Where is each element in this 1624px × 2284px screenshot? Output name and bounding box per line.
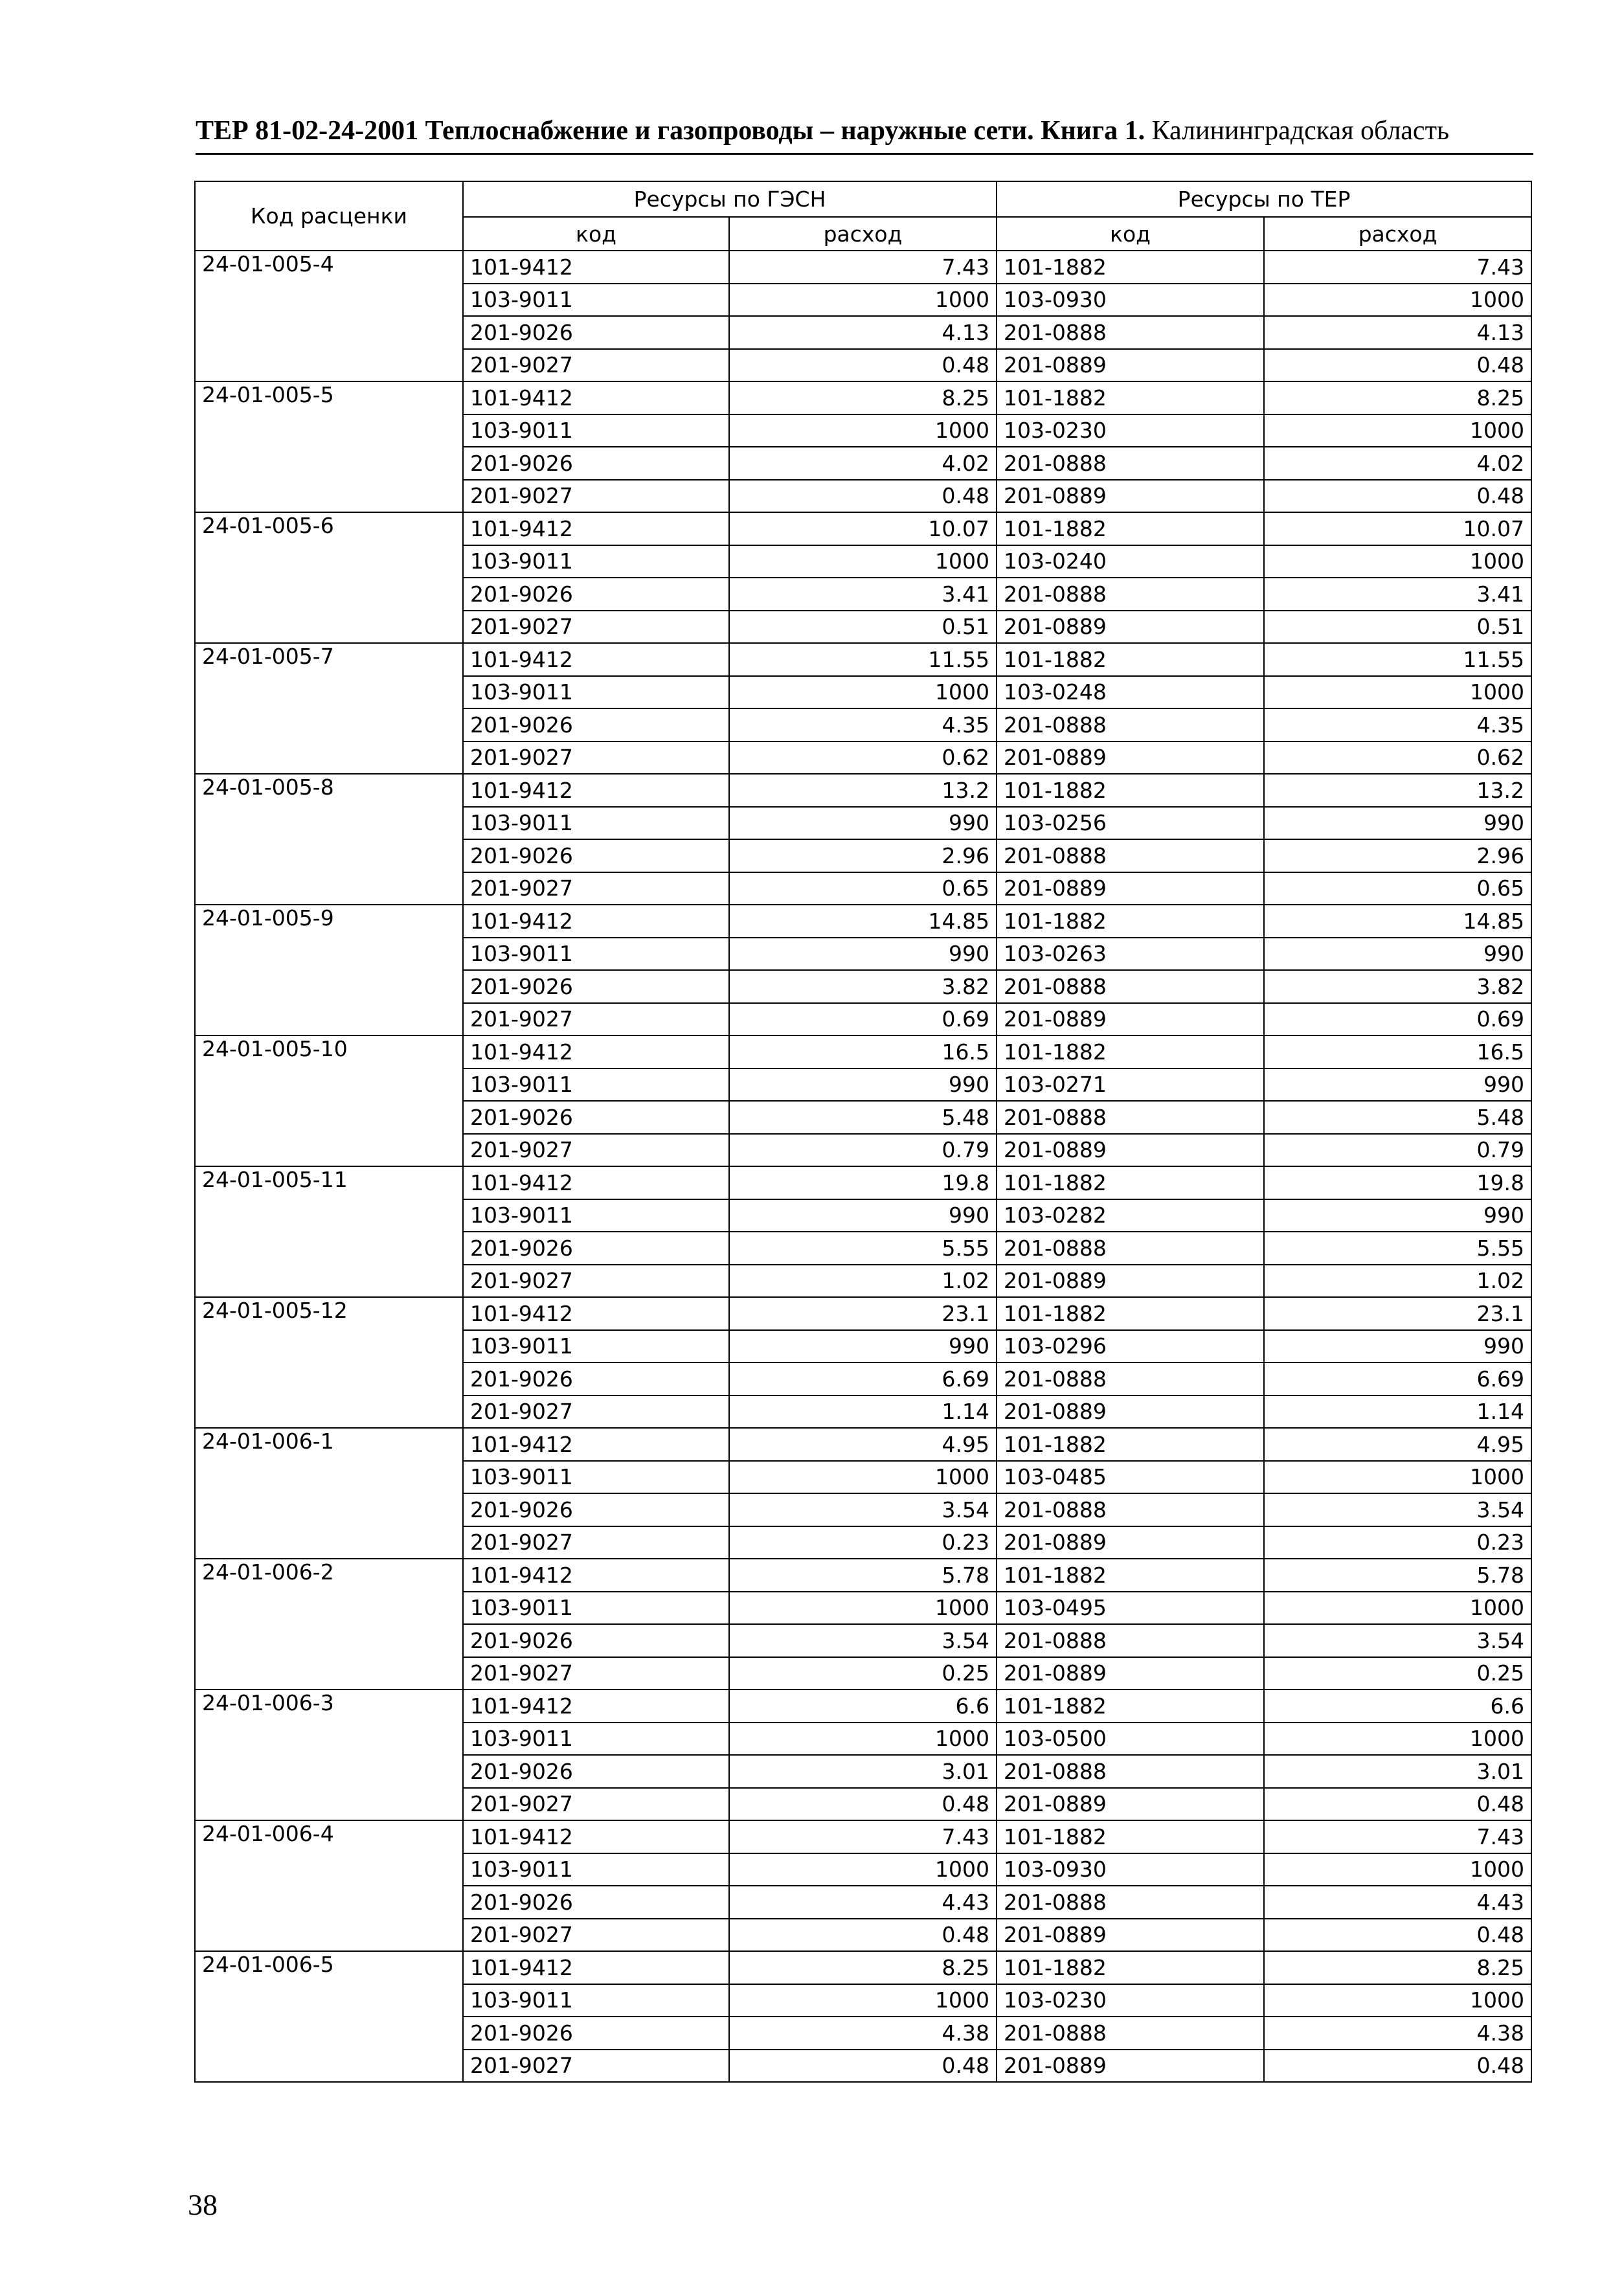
gesn-qty-cell: 1000 (729, 545, 997, 578)
ter-code-cell: 201-0889 (997, 1134, 1264, 1167)
gesn-qty-cell: 990 (729, 938, 997, 971)
gesn-qty-cell: 4.35 (729, 708, 997, 741)
ter-code-cell: 103-0485 (997, 1461, 1264, 1494)
table-row (195, 905, 1531, 938)
gesn-code-cell: 201-9027 (463, 1265, 729, 1298)
table-row (195, 1166, 1531, 1199)
gesn-code-cell: 201-9027 (463, 1788, 729, 1821)
ter-code-cell: 101-1882 (997, 512, 1264, 545)
gesn-code-cell: 103-9011 (463, 807, 729, 840)
ter-code-cell: 103-0930 (997, 284, 1264, 317)
ter-qty-cell: 990 (1264, 938, 1531, 971)
rate-code-cell: 24-01-005-11 (195, 1166, 463, 1297)
ter-code-cell: 103-0248 (997, 676, 1264, 709)
ter-qty-cell: 6.69 (1264, 1362, 1531, 1396)
rate-code-cell: 24-01-006-5 (195, 1951, 463, 2082)
gesn-code-cell: 101-9412 (463, 1166, 729, 1199)
gesn-code-cell: 101-9412 (463, 381, 729, 414)
ter-code-cell: 201-0889 (997, 480, 1264, 513)
gesn-qty-cell: 3.54 (729, 1624, 997, 1657)
ter-code-cell: 201-0889 (997, 1919, 1264, 1952)
ter-qty-cell: 3.54 (1264, 1493, 1531, 1526)
ter-qty-cell: 4.95 (1264, 1428, 1531, 1461)
ter-qty-cell: 3.01 (1264, 1755, 1531, 1788)
col-header-ter-code: код (997, 217, 1264, 251)
ter-code-cell: 101-1882 (997, 1951, 1264, 1984)
ter-code-cell: 201-0888 (997, 1886, 1264, 1919)
gesn-qty-cell: 3.54 (729, 1493, 997, 1526)
gesn-code-cell: 101-9412 (463, 1951, 729, 1984)
gesn-qty-cell: 0.25 (729, 1657, 997, 1690)
ter-code-cell: 101-1882 (997, 1035, 1264, 1069)
table-row (195, 1559, 1531, 1592)
ter-code-cell: 201-0888 (997, 1624, 1264, 1657)
table-row (195, 512, 1531, 545)
ter-code-cell: 101-1882 (997, 251, 1264, 284)
ter-qty-cell: 8.25 (1264, 381, 1531, 414)
gesn-code-cell: 201-9026 (463, 1232, 729, 1265)
ter-code-cell: 101-1882 (997, 1166, 1264, 1199)
gesn-code-cell: 103-9011 (463, 284, 729, 317)
ter-qty-cell: 0.48 (1264, 1788, 1531, 1821)
gesn-qty-cell: 1000 (729, 1461, 997, 1494)
gesn-code-cell: 101-9412 (463, 1035, 729, 1069)
gesn-qty-cell: 5.78 (729, 1559, 997, 1592)
table-row (195, 1428, 1531, 1461)
gesn-code-cell: 101-9412 (463, 774, 729, 807)
gesn-qty-cell: 0.65 (729, 872, 997, 905)
ter-qty-cell: 990 (1264, 1069, 1531, 1102)
ter-code-cell: 201-0889 (997, 1003, 1264, 1036)
gesn-qty-cell: 6.69 (729, 1362, 997, 1396)
ter-code-cell: 201-0888 (997, 1362, 1264, 1396)
gesn-code-cell: 201-9026 (463, 1493, 729, 1526)
ter-code-cell: 103-0495 (997, 1592, 1264, 1625)
gesn-qty-cell: 1.14 (729, 1396, 997, 1429)
gesn-code-cell: 201-9026 (463, 970, 729, 1003)
ter-code-cell: 201-0888 (997, 2017, 1264, 2050)
ter-qty-cell: 5.55 (1264, 1232, 1531, 1265)
ter-code-cell: 103-0930 (997, 1853, 1264, 1886)
gesn-qty-cell: 0.48 (729, 1788, 997, 1821)
gesn-code-cell: 103-9011 (463, 1984, 729, 2017)
gesn-qty-cell: 14.85 (729, 905, 997, 938)
ter-code-cell: 103-0296 (997, 1330, 1264, 1363)
rate-code-cell: 24-01-005-10 (195, 1035, 463, 1166)
ter-qty-cell: 5.78 (1264, 1559, 1531, 1592)
gesn-qty-cell: 4.02 (729, 447, 997, 480)
gesn-code-cell: 201-9027 (463, 2050, 729, 2083)
ter-qty-cell: 1000 (1264, 1984, 1531, 2017)
gesn-qty-cell: 0.23 (729, 1526, 997, 1559)
ter-qty-cell: 2.96 (1264, 839, 1531, 872)
table-row (195, 643, 1531, 676)
page-header (196, 114, 1533, 155)
ter-code-cell: 201-0888 (997, 1101, 1264, 1134)
ter-code-cell: 103-0271 (997, 1069, 1264, 1102)
rate-code-cell: 24-01-005-5 (195, 381, 463, 512)
rate-code-cell: 24-01-006-4 (195, 1820, 463, 1951)
ter-qty-cell: 7.43 (1264, 251, 1531, 284)
gesn-qty-cell: 1000 (729, 676, 997, 709)
gesn-qty-cell: 990 (729, 1330, 997, 1363)
gesn-qty-cell: 1000 (729, 284, 997, 317)
gesn-code-cell: 103-9011 (463, 1330, 729, 1363)
gesn-code-cell: 201-9027 (463, 1003, 729, 1036)
ter-qty-cell: 0.62 (1264, 741, 1531, 775)
table-row (195, 1690, 1531, 1723)
gesn-code-cell: 103-9011 (463, 1199, 729, 1232)
ter-qty-cell: 19.8 (1264, 1166, 1531, 1199)
gesn-qty-cell: 4.38 (729, 2017, 997, 2050)
gesn-qty-cell: 1000 (729, 1592, 997, 1625)
ter-qty-cell: 0.79 (1264, 1134, 1531, 1167)
ter-code-cell: 201-0888 (997, 447, 1264, 480)
gesn-code-cell: 201-9026 (463, 1101, 729, 1134)
gesn-qty-cell: 990 (729, 1069, 997, 1102)
rate-code-cell: 24-01-005-6 (195, 512, 463, 643)
ter-code-cell: 201-0888 (997, 1755, 1264, 1788)
ter-qty-cell: 4.43 (1264, 1886, 1531, 1919)
gesn-code-cell: 201-9026 (463, 1886, 729, 1919)
table-row (195, 381, 1531, 414)
gesn-qty-cell: 6.6 (729, 1690, 997, 1723)
ter-qty-cell: 7.43 (1264, 1820, 1531, 1853)
ter-qty-cell: 6.6 (1264, 1690, 1531, 1723)
ter-qty-cell: 3.82 (1264, 970, 1531, 1003)
ter-qty-cell: 1000 (1264, 1592, 1531, 1625)
gesn-qty-cell: 11.55 (729, 643, 997, 676)
gesn-code-cell: 101-9412 (463, 905, 729, 938)
table-row (195, 1820, 1531, 1853)
ter-code-cell: 101-1882 (997, 905, 1264, 938)
ter-code-cell: 103-0230 (997, 414, 1264, 447)
gesn-code-cell: 201-9026 (463, 2017, 729, 2050)
region-name: Калининградская область (1151, 116, 1450, 146)
gesn-code-cell: 101-9412 (463, 1297, 729, 1330)
rate-code-cell: 24-01-005-8 (195, 774, 463, 905)
ter-code-cell: 201-0889 (997, 1396, 1264, 1429)
gesn-qty-cell: 0.79 (729, 1134, 997, 1167)
gesn-code-cell: 103-9011 (463, 414, 729, 447)
ter-qty-cell: 0.25 (1264, 1657, 1531, 1690)
ter-qty-cell: 1000 (1264, 284, 1531, 317)
gesn-code-cell: 201-9027 (463, 1134, 729, 1167)
gesn-qty-cell: 2.96 (729, 839, 997, 872)
document-title: ТЕР 81-02-24-2001 Теплоснабжение и газопроводы – наружные сети. Книга 1. (196, 116, 1145, 146)
gesn-qty-cell: 3.41 (729, 578, 997, 611)
col-header-gesn-code: код (463, 217, 729, 251)
gesn-code-cell: 201-9027 (463, 611, 729, 644)
gesn-qty-cell: 0.62 (729, 741, 997, 775)
gesn-code-cell: 201-9026 (463, 708, 729, 741)
gesn-code-cell: 101-9412 (463, 512, 729, 545)
gesn-qty-cell: 8.25 (729, 381, 997, 414)
ter-code-cell: 201-0889 (997, 2050, 1264, 2083)
ter-code-cell: 101-1882 (997, 381, 1264, 414)
gesn-code-cell: 103-9011 (463, 1853, 729, 1886)
gesn-code-cell: 201-9027 (463, 1657, 729, 1690)
gesn-qty-cell: 0.48 (729, 480, 997, 513)
ter-code-cell: 101-1882 (997, 1820, 1264, 1853)
gesn-code-cell: 103-9011 (463, 1723, 729, 1756)
ter-code-cell: 201-0888 (997, 708, 1264, 741)
gesn-qty-cell: 990 (729, 1199, 997, 1232)
table-row (195, 774, 1531, 807)
col-header-ter-qty: расход (1264, 217, 1531, 251)
ter-code-cell: 201-0889 (997, 1788, 1264, 1821)
gesn-qty-cell: 4.13 (729, 316, 997, 349)
gesn-code-cell: 201-9027 (463, 1526, 729, 1559)
table-row (195, 1297, 1531, 1330)
rate-code-cell: 24-01-006-3 (195, 1690, 463, 1820)
ter-qty-cell: 1.02 (1264, 1265, 1531, 1298)
gesn-code-cell: 103-9011 (463, 1592, 729, 1625)
gesn-code-cell: 101-9412 (463, 1428, 729, 1461)
gesn-qty-cell: 5.48 (729, 1101, 997, 1134)
gesn-qty-cell: 4.95 (729, 1428, 997, 1461)
ter-code-cell: 201-0888 (997, 316, 1264, 349)
ter-code-cell: 201-0889 (997, 872, 1264, 905)
ter-qty-cell: 0.48 (1264, 349, 1531, 382)
ter-code-cell: 201-0889 (997, 1657, 1264, 1690)
ter-qty-cell: 1000 (1264, 1853, 1531, 1886)
gesn-code-cell: 201-9026 (463, 1755, 729, 1788)
ter-qty-cell: 990 (1264, 807, 1531, 840)
rate-code-cell: 24-01-006-2 (195, 1559, 463, 1690)
ter-qty-cell: 4.35 (1264, 708, 1531, 741)
rate-code-cell: 24-01-005-12 (195, 1297, 463, 1428)
ter-code-cell: 201-0889 (997, 1265, 1264, 1298)
gesn-code-cell: 201-9027 (463, 741, 729, 775)
ter-qty-cell: 1000 (1264, 1461, 1531, 1494)
gesn-qty-cell: 3.82 (729, 970, 997, 1003)
ter-code-cell: 201-0888 (997, 1232, 1264, 1265)
col-header-gesn-qty: расход (729, 217, 997, 251)
gesn-code-cell: 103-9011 (463, 676, 729, 709)
ter-qty-cell: 0.69 (1264, 1003, 1531, 1036)
page-number: 38 (188, 2188, 218, 2221)
gesn-code-cell: 101-9412 (463, 1820, 729, 1853)
table-row (195, 251, 1531, 284)
ter-qty-cell: 990 (1264, 1330, 1531, 1363)
ter-qty-cell: 990 (1264, 1199, 1531, 1232)
gesn-qty-cell: 1000 (729, 414, 997, 447)
gesn-code-cell: 201-9027 (463, 349, 729, 382)
gesn-code-cell: 201-9026 (463, 578, 729, 611)
gesn-qty-cell: 10.07 (729, 512, 997, 545)
table-row (195, 1951, 1531, 1984)
gesn-qty-cell: 0.51 (729, 611, 997, 644)
gesn-code-cell: 101-9412 (463, 1559, 729, 1592)
ter-qty-cell: 3.54 (1264, 1624, 1531, 1657)
ter-code-cell: 101-1882 (997, 1690, 1264, 1723)
ter-qty-cell: 1000 (1264, 1723, 1531, 1756)
gesn-code-cell: 201-9026 (463, 316, 729, 349)
gesn-code-cell: 201-9027 (463, 1919, 729, 1952)
gesn-qty-cell: 0.48 (729, 1919, 997, 1952)
ter-qty-cell: 0.23 (1264, 1526, 1531, 1559)
gesn-code-cell: 103-9011 (463, 545, 729, 578)
ter-code-cell: 101-1882 (997, 1559, 1264, 1592)
gesn-qty-cell: 23.1 (729, 1297, 997, 1330)
gesn-code-cell: 101-9412 (463, 1690, 729, 1723)
ter-qty-cell: 8.25 (1264, 1951, 1531, 1984)
gesn-qty-cell: 990 (729, 807, 997, 840)
gesn-code-cell: 201-9026 (463, 839, 729, 872)
gesn-qty-cell: 1000 (729, 1853, 997, 1886)
ter-qty-cell: 1000 (1264, 414, 1531, 447)
ter-code-cell: 201-0888 (997, 578, 1264, 611)
gesn-code-cell: 201-9027 (463, 1396, 729, 1429)
gesn-code-cell: 201-9027 (463, 480, 729, 513)
table-row (195, 1035, 1531, 1069)
ter-code-cell: 103-0256 (997, 807, 1264, 840)
gesn-qty-cell: 1.02 (729, 1265, 997, 1298)
gesn-qty-cell: 1000 (729, 1723, 997, 1756)
ter-qty-cell: 11.55 (1264, 643, 1531, 676)
gesn-code-cell: 201-9026 (463, 1624, 729, 1657)
ter-code-cell: 103-0240 (997, 545, 1264, 578)
ter-qty-cell: 0.48 (1264, 1919, 1531, 1952)
rate-code-cell: 24-01-006-1 (195, 1428, 463, 1559)
ter-code-cell: 201-0889 (997, 349, 1264, 382)
gesn-qty-cell: 13.2 (729, 774, 997, 807)
gesn-qty-cell: 7.43 (729, 1820, 997, 1853)
rate-code-cell: 24-01-005-9 (195, 905, 463, 1035)
ter-code-cell: 103-0282 (997, 1199, 1264, 1232)
ter-code-cell: 101-1882 (997, 774, 1264, 807)
ter-code-cell: 101-1882 (997, 1428, 1264, 1461)
gesn-code-cell: 103-9011 (463, 1069, 729, 1102)
ter-qty-cell: 23.1 (1264, 1297, 1531, 1330)
table-body (195, 251, 1531, 2082)
ter-qty-cell: 5.48 (1264, 1101, 1531, 1134)
gesn-qty-cell: 0.48 (729, 2050, 997, 2083)
ter-qty-cell: 3.41 (1264, 578, 1531, 611)
resources-table (194, 181, 1532, 2083)
ter-code-cell: 103-0500 (997, 1723, 1264, 1756)
gesn-qty-cell: 7.43 (729, 251, 997, 284)
ter-qty-cell: 14.85 (1264, 905, 1531, 938)
ter-qty-cell: 0.48 (1264, 2050, 1531, 2083)
ter-code-cell: 201-0889 (997, 611, 1264, 644)
gesn-qty-cell: 8.25 (729, 1951, 997, 1984)
ter-code-cell: 201-0888 (997, 1493, 1264, 1526)
gesn-code-cell: 103-9011 (463, 1461, 729, 1494)
ter-qty-cell: 0.65 (1264, 872, 1531, 905)
ter-code-cell: 201-0888 (997, 839, 1264, 872)
ter-qty-cell: 0.51 (1264, 611, 1531, 644)
gesn-qty-cell: 0.69 (729, 1003, 997, 1036)
rate-code-cell: 24-01-005-4 (195, 251, 463, 381)
rate-code-cell: 24-01-005-7 (195, 643, 463, 774)
gesn-code-cell: 201-9027 (463, 872, 729, 905)
ter-code-cell: 101-1882 (997, 643, 1264, 676)
ter-qty-cell: 4.38 (1264, 2017, 1531, 2050)
ter-code-cell: 201-0888 (997, 970, 1264, 1003)
gesn-qty-cell: 19.8 (729, 1166, 997, 1199)
gesn-qty-cell: 0.48 (729, 349, 997, 382)
ter-qty-cell: 16.5 (1264, 1035, 1531, 1069)
ter-qty-cell: 4.02 (1264, 447, 1531, 480)
col-group-gesn: Ресурсы по ГЭСН (463, 181, 997, 217)
gesn-code-cell: 101-9412 (463, 643, 729, 676)
gesn-qty-cell: 4.43 (729, 1886, 997, 1919)
gesn-qty-cell: 5.55 (729, 1232, 997, 1265)
ter-qty-cell: 0.48 (1264, 480, 1531, 513)
col-group-ter: Ресурсы по ТЕР (997, 181, 1531, 217)
ter-qty-cell: 4.13 (1264, 316, 1531, 349)
ter-qty-cell: 13.2 (1264, 774, 1531, 807)
ter-code-cell: 201-0889 (997, 741, 1264, 775)
gesn-qty-cell: 16.5 (729, 1035, 997, 1069)
ter-code-cell: 103-0230 (997, 1984, 1264, 2017)
gesn-code-cell: 101-9412 (463, 251, 729, 284)
ter-code-cell: 201-0889 (997, 1526, 1264, 1559)
ter-qty-cell: 10.07 (1264, 512, 1531, 545)
ter-code-cell: 103-0263 (997, 938, 1264, 971)
ter-qty-cell: 1.14 (1264, 1396, 1531, 1429)
ter-qty-cell: 1000 (1264, 545, 1531, 578)
gesn-code-cell: 103-9011 (463, 938, 729, 971)
gesn-qty-cell: 3.01 (729, 1755, 997, 1788)
gesn-code-cell: 201-9026 (463, 1362, 729, 1396)
gesn-code-cell: 201-9026 (463, 447, 729, 480)
gesn-qty-cell: 1000 (729, 1984, 997, 2017)
ter-code-cell: 101-1882 (997, 1297, 1264, 1330)
col-header-rate-code: Код расценки (195, 181, 463, 251)
ter-qty-cell: 1000 (1264, 676, 1531, 709)
